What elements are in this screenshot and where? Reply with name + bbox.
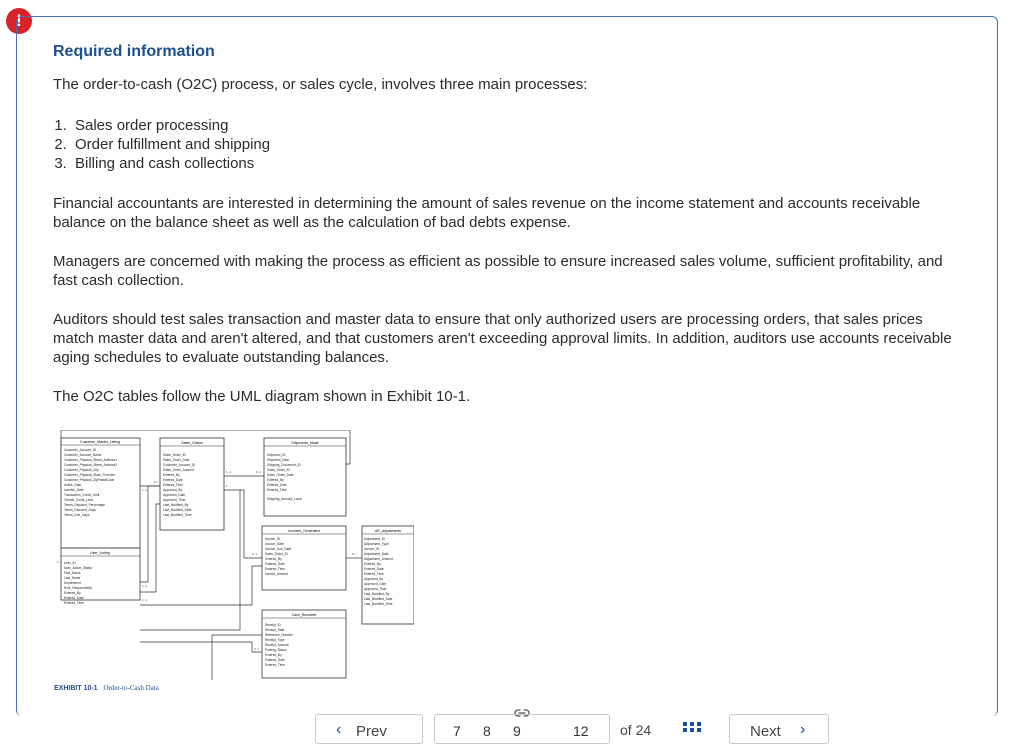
relationship-line: [140, 566, 262, 605]
table-field: Entered_By: [265, 557, 282, 561]
table-field: Last_Modified_Time: [364, 602, 393, 606]
table-field: Last_Modified_Time: [163, 513, 192, 517]
paragraph-exhibit-ref: The O2C tables follow the UML diagram shown in Exhibit 10-1.: [53, 388, 471, 405]
table-field: Receipt_ID: [265, 623, 281, 627]
exhibit-title: Order-to-Cash Data: [103, 684, 159, 692]
page-number[interactable]: 12: [573, 723, 589, 739]
relationship-line: [140, 504, 160, 592]
table-field: Entered_Date: [163, 478, 183, 482]
table-field: Entered_Time: [163, 483, 183, 487]
table-field: Sales_Order_Amount: [163, 468, 194, 472]
table-field: Approved_Time: [364, 587, 387, 591]
paragraph-auditors: Auditors should test sales transaction and master data to ensure that only authorized users are processing orders, that sales prices match master data and aren't altered, and that customers aren't exceeding approval limits. In addition, auditors use accounts receivable aging schedules to evaluate outstanding balances.: [53, 311, 952, 366]
grid-icon[interactable]: [683, 722, 701, 732]
table-field: Entered_Date: [267, 483, 287, 487]
table-field: Approved_By: [364, 577, 384, 581]
page-selector[interactable]: [434, 714, 610, 744]
page-number[interactable]: 8: [483, 723, 491, 739]
table-field: Shipment_Date: [267, 458, 289, 462]
table-field: Terms_Due_Days: [64, 513, 90, 517]
shipments-table: [264, 438, 346, 516]
table-field: Sales_Order_Date: [267, 473, 294, 477]
table-field: Approved_Time: [163, 498, 186, 502]
intro-text: The order-to-cash (O2C) process, or sales cycle, involves three main processes:: [53, 76, 588, 93]
table-field: Shipping_Amount_Local: [267, 497, 302, 501]
table-field: Invoice_ID: [265, 537, 281, 541]
list-item: 2. Order fulfillment and shipping: [71, 135, 953, 154]
prev-button[interactable]: [315, 714, 423, 744]
table-field: Entered_By: [265, 653, 282, 657]
multiplicity-label: 1..1: [226, 470, 232, 474]
table-field: Terms_Discount_Days: [64, 508, 96, 512]
table-field: Department: [64, 581, 81, 585]
chevron-left-icon: ‹: [336, 721, 342, 738]
multiplicity-label: 0..1: [256, 470, 262, 474]
table-field: Shipment_ID: [267, 453, 286, 457]
list-item: 1. Sales order processing: [71, 116, 953, 135]
table-field: Adjustment_Type: [364, 542, 389, 546]
table-field: Entered_Time: [64, 601, 84, 605]
table-field: Entered_Time: [265, 567, 285, 571]
table-field: Last_Modified_Date: [163, 508, 192, 512]
table-field: Posting_Status: [265, 648, 287, 652]
table-field: Entered_By: [163, 473, 180, 477]
invoices-table: [262, 526, 346, 590]
table-field: Entered_Date: [265, 562, 285, 566]
table-field: Customer_Account_Name: [64, 453, 102, 457]
exhibit-label: EXHIBIT 10-1: [54, 685, 98, 692]
table-field: Shipping_Document_ID: [267, 463, 301, 467]
page-number[interactable]: 7: [453, 723, 461, 739]
table-field: Adjustment_Date: [364, 552, 389, 556]
exhibit-caption: [54, 684, 159, 692]
table-field: Terms_Discount_Percentage: [64, 503, 105, 507]
multiplicity-label: 0..1: [254, 647, 260, 651]
table-field: Inactive_Date: [64, 488, 84, 492]
paragraph-managers: Managers are concerned with making the process as efficient as possible to ensure increased sales volume, sufficient profitability, and fast cash collection.: [53, 253, 943, 289]
table-title: AR_Adjustments: [374, 529, 402, 533]
multiplicity-label: 1: [226, 484, 228, 488]
cash-received-table: [262, 610, 346, 678]
table-field: User_ID: [64, 561, 76, 565]
uml-diagram: [52, 430, 414, 680]
table-field: Adjustment_ID: [364, 537, 385, 541]
table-field: Invoice_Amount: [265, 572, 288, 576]
table-field: Sales_Order_ID: [163, 453, 186, 457]
table-field: Approved_Date: [163, 493, 186, 497]
table-field: Last_Modified_By: [163, 503, 189, 507]
chevron-right-icon: ›: [800, 721, 806, 738]
table-field: Customer_Physical_Street_Address2: [64, 463, 117, 467]
table-field: Customer_Account_ID: [163, 463, 196, 467]
multiplicity-label: 0..*: [154, 480, 159, 484]
table-title: Invoices_Generated: [288, 529, 320, 533]
card-content: [53, 43, 953, 406]
table-title: Shipments_Made: [291, 441, 319, 445]
table-field: Last_Name: [64, 576, 81, 580]
table-field: Entered_Time: [267, 488, 287, 492]
table-field: User_Active_Status: [64, 566, 92, 570]
table-field: First_Name: [64, 571, 81, 575]
required-info-heading: Required information: [53, 43, 215, 60]
table-field: Approved_By: [163, 488, 183, 492]
table-field: Active_Date: [64, 483, 82, 487]
table-field: Customer_Account_ID: [64, 448, 97, 452]
table-field: Sales_Order_ID: [265, 552, 288, 556]
relationship-line: [140, 642, 262, 652]
table-field: Entered_By: [364, 562, 381, 566]
process-list: [53, 116, 953, 173]
page-total: of 24: [620, 722, 652, 738]
multiplicity-label: 1..1: [142, 598, 148, 602]
table-title: Customer_Master_Listing: [80, 440, 120, 444]
customer-master-table: [61, 438, 140, 548]
relationship-line: [224, 490, 262, 558]
table-field: Entered_Time: [364, 572, 384, 576]
table-field: Invoice_ID: [364, 547, 380, 551]
multiplicity-label: 1..1: [142, 488, 148, 492]
table-field: Entered_By: [267, 478, 284, 482]
relationship-line: [140, 486, 160, 582]
table-title: Sales_Orders: [181, 441, 203, 445]
table-field: Customer_Physical_Street_Address1: [64, 458, 117, 462]
list-item: 3. Billing and cash collections: [71, 154, 953, 173]
table-field: Role_Responsibility: [64, 586, 92, 590]
alert-icon: !: [6, 8, 32, 34]
table-field: Receipt_Date: [265, 628, 285, 632]
table-title: Cash_Received: [291, 613, 317, 617]
table-field: Last_Modified_Date: [364, 597, 393, 601]
table-field: Receipt_Type: [265, 638, 285, 642]
multiplicity-label: 1..1: [142, 584, 148, 588]
prev-label: Prev: [356, 723, 387, 740]
table-field: Transaction_Credit_Limit: [64, 493, 100, 497]
table-field: Overall_Credit_Limit: [64, 498, 93, 502]
multiplicity-label: 1..1: [57, 560, 63, 564]
table-field: Sales_Order_ID: [267, 468, 290, 472]
table-field: Last_Modified_By: [364, 592, 390, 596]
next-label: Next: [750, 723, 781, 740]
multiplicity-label: 0..1: [252, 552, 258, 556]
ar-adjustments-table: [362, 526, 414, 624]
table-field: Customer_Physical_State_Province: [64, 473, 115, 477]
table-field: Entered_Date: [265, 658, 285, 662]
table-field: Entered_Time: [265, 663, 285, 667]
table-field: Sales_Order_Date: [163, 458, 190, 462]
multiplicity-label: 0..*: [352, 552, 357, 556]
sales-orders-table: [160, 438, 224, 530]
table-field: Reference_Number: [265, 633, 293, 637]
user-listing-table: [61, 548, 140, 605]
table-field: Adjustment_Amount: [364, 557, 393, 561]
table-title: User_Listing: [90, 551, 110, 555]
table-field: Customer_Physical_ZipPostalCode: [64, 478, 115, 482]
table-field: Customer_Physical_City: [64, 468, 99, 472]
table-field: Entered_Date: [64, 596, 84, 600]
table-field: Invoice_Date: [265, 542, 284, 546]
page-number[interactable]: 9: [513, 723, 521, 739]
table-field: Invoice_Due_Date: [265, 547, 292, 551]
paragraph-financial: Financial accountants are interested in determining the amount of sales revenue on the income statement and accounts receivable balance on the balance sheet as well as the calculation of bad debts expense.: [53, 195, 921, 231]
table-field: Entered_By: [64, 591, 81, 595]
table-field: Approved_Date: [364, 582, 387, 586]
next-button[interactable]: [729, 714, 829, 744]
table-field: Receipt_Amount: [265, 643, 289, 647]
table-field: Entered_Date: [364, 567, 384, 571]
